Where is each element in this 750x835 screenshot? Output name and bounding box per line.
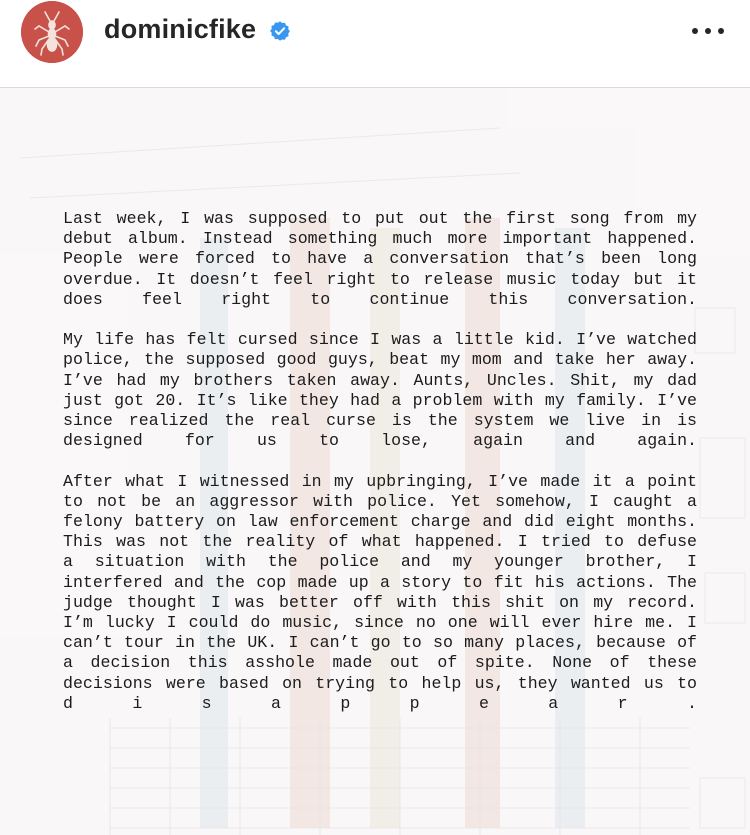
letter-line: to not be an aggressor with police. Yet somehow, I caught a <box>63 491 697 511</box>
letter-line: After what I witnessed in my upbringing, I’ve made it a point <box>63 471 697 491</box>
ant-logo-icon <box>21 1 83 63</box>
letter-char: e <box>478 693 489 713</box>
spaced-word-disappear <box>63 694 697 714</box>
letter-line: This was not the reality of what happened. I tried to defuse <box>63 532 697 552</box>
letter-char: p <box>409 693 420 713</box>
more-dot <box>718 28 724 34</box>
verified-badge-icon <box>269 20 291 42</box>
letter-char: p <box>340 693 351 713</box>
letter-line: decisions were based on trying to help us, they wanted us to <box>63 673 697 693</box>
letter-line: felony battery on law enforcement charge and did eight months. <box>63 512 697 532</box>
letter-char: i <box>132 693 143 713</box>
letter-char: r <box>617 693 628 713</box>
letter-line: does feel right to continue this conversation. <box>63 289 697 309</box>
letter-paragraph-1 <box>63 209 697 310</box>
letter-line: I’ve had my brothers taken away. Aunts, Uncles. Shit, my dad <box>63 370 697 390</box>
letter-line: just got 20. It’s like they had a problem with my family. I’ve <box>63 390 697 410</box>
post-header <box>0 0 750 88</box>
post-image <box>0 88 750 835</box>
letter-line: police, the supposed good guys, beat my mom and take her away. <box>63 350 697 370</box>
letter-line: debut album. Instead something much more important happened. <box>63 229 697 249</box>
letter-line: interfered and the cop made up a story to fit his actions. The <box>63 572 697 592</box>
letter-line: a situation with the police and my younger brother, I <box>63 552 697 572</box>
letter-paragraph-2 <box>63 330 697 451</box>
more-dot <box>692 28 698 34</box>
letter-line: judge thought I was better off with this shit on my record. <box>63 592 697 612</box>
letter-line: since realized the real curse is the system we live in is <box>63 411 697 431</box>
letter-text <box>63 209 697 734</box>
letter-line: My life has felt cursed since I was a little kid. I’ve watched <box>63 330 697 350</box>
letter-line: overdue. It doesn’t feel right to release music today but it <box>63 269 697 289</box>
more-options-icon[interactable] <box>688 16 728 46</box>
letter-char: . <box>686 693 697 713</box>
letter-line: a decision this asshole made out of spite. None of these <box>63 653 697 673</box>
username[interactable]: dominicfike <box>104 14 257 44</box>
letter-paragraph-3 <box>63 472 697 714</box>
letter-line: People were forced to have a conversation that’s been long <box>63 249 697 269</box>
letter-char: a <box>548 693 559 713</box>
letter-char: s <box>201 693 212 713</box>
more-dot <box>705 28 711 34</box>
letter-line: designed for us to lose, again and again. <box>63 431 697 451</box>
avatar[interactable] <box>21 1 83 63</box>
letter-line: Last week, I was supposed to put out the first song from my <box>63 209 697 228</box>
letter-char: d <box>63 693 73 713</box>
letter-line: I’m lucky I could do music, since no one will ever hire me. I <box>63 613 697 633</box>
letter-line: can’t tour in the UK. I can’t go to so many places, because of <box>63 633 697 653</box>
letter-char: a <box>270 693 281 713</box>
